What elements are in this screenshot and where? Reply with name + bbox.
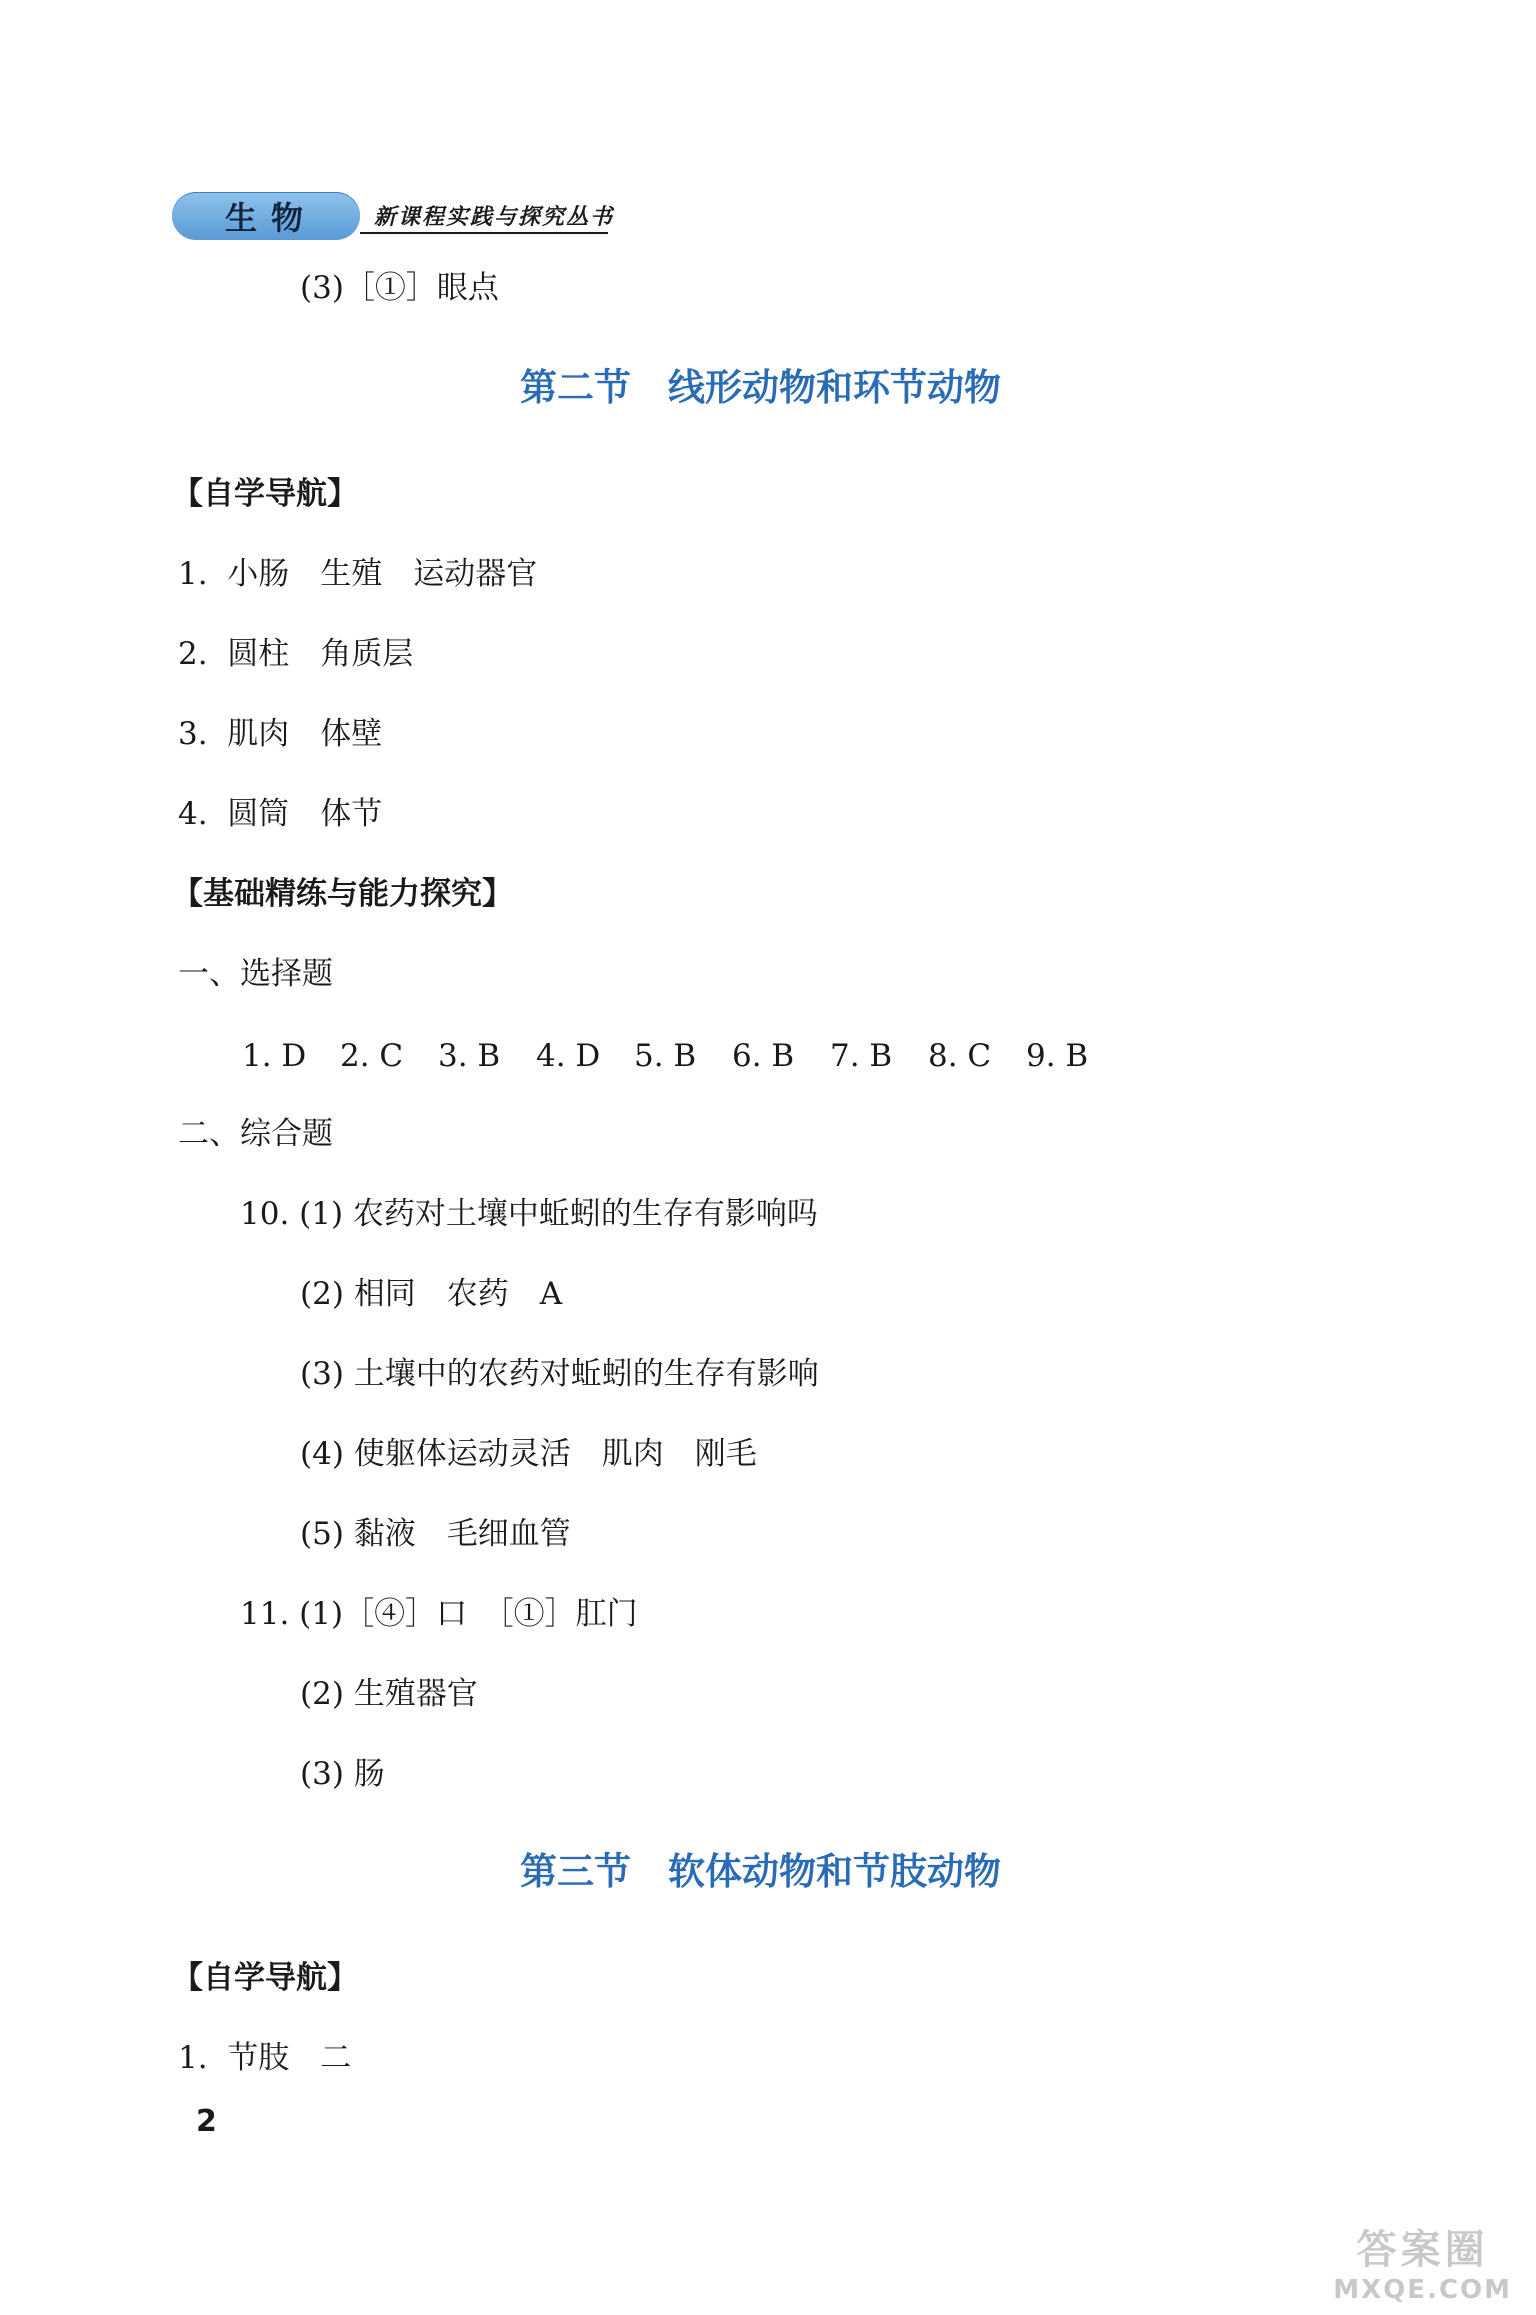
section2-self-study-item: 1. 小肠 生殖 运动器官 <box>178 556 538 592</box>
choice-answer: 5. B <box>634 1038 697 1074</box>
q10-line: (4) 使躯体运动灵活 肌肉 刚毛 <box>300 1436 757 1472</box>
choice-answer: 1. D <box>242 1038 307 1074</box>
watermark-main: 答案圈 <box>1356 2227 1489 2273</box>
q11-line: 11. (1)［④］口 ［①］肛门 <box>240 1596 638 1632</box>
choice-answer: 8. C <box>928 1038 992 1074</box>
watermark-sub: MXQE.COM <box>1333 2275 1512 2305</box>
page-number: 2 <box>196 2104 217 2139</box>
choice-answer: 3. B <box>438 1038 501 1074</box>
subject-label: 生物 <box>224 199 317 237</box>
section2-self-study-item: 3. 肌肉 体壁 <box>178 716 383 752</box>
choice-answer: 9. B <box>1026 1038 1089 1074</box>
prev-section-tail: (3)［①］眼点 <box>300 270 499 306</box>
q10-line: (3) 土壤中的农药对蚯蚓的生存有影响 <box>300 1356 819 1392</box>
q11-line: (2) 生殖器官 <box>300 1676 478 1712</box>
section2-self-study-heading: 【自学导航】 <box>172 476 358 512</box>
series-title: 新课程实践与探究丛书 <box>374 204 615 230</box>
q10-line: (5) 黏液 毛细血管 <box>300 1516 571 1552</box>
section3-self-study-heading: 【自学导航】 <box>172 1960 358 1996</box>
section3-title: 第三节 软体动物和节肢动物 <box>520 1850 1001 1893</box>
watermark <box>1333 2218 1512 2305</box>
header-underline <box>360 232 608 234</box>
q11-line: (3) 肠 <box>300 1756 385 1792</box>
q10-line: 10. (1) 农药对土壤中蚯蚓的生存有影响吗 <box>240 1196 818 1232</box>
choice-answer: 6. B <box>732 1038 795 1074</box>
section2-self-study-item: 4. 圆筒 体节 <box>178 796 383 832</box>
comprehensive-heading: 二、综合题 <box>178 1116 333 1152</box>
subject-badge <box>172 192 360 240</box>
section3-self-study-item: 1. 节肢 二 <box>178 2040 352 2076</box>
choice-answers <box>242 1036 1124 1076</box>
q10-line: (2) 相同 农药 A <box>300 1276 563 1312</box>
choice-answer: 4. D <box>536 1038 601 1074</box>
section2-self-study-item: 2. 圆柱 角质层 <box>178 636 414 672</box>
choice-answer: 7. B <box>830 1038 893 1074</box>
choice-heading: 一、选择题 <box>178 956 333 992</box>
practice-heading: 【基础精练与能力探究】 <box>172 876 513 912</box>
section2-title: 第二节 线形动物和环节动物 <box>520 366 1001 409</box>
choice-answer: 2. C <box>340 1038 404 1074</box>
